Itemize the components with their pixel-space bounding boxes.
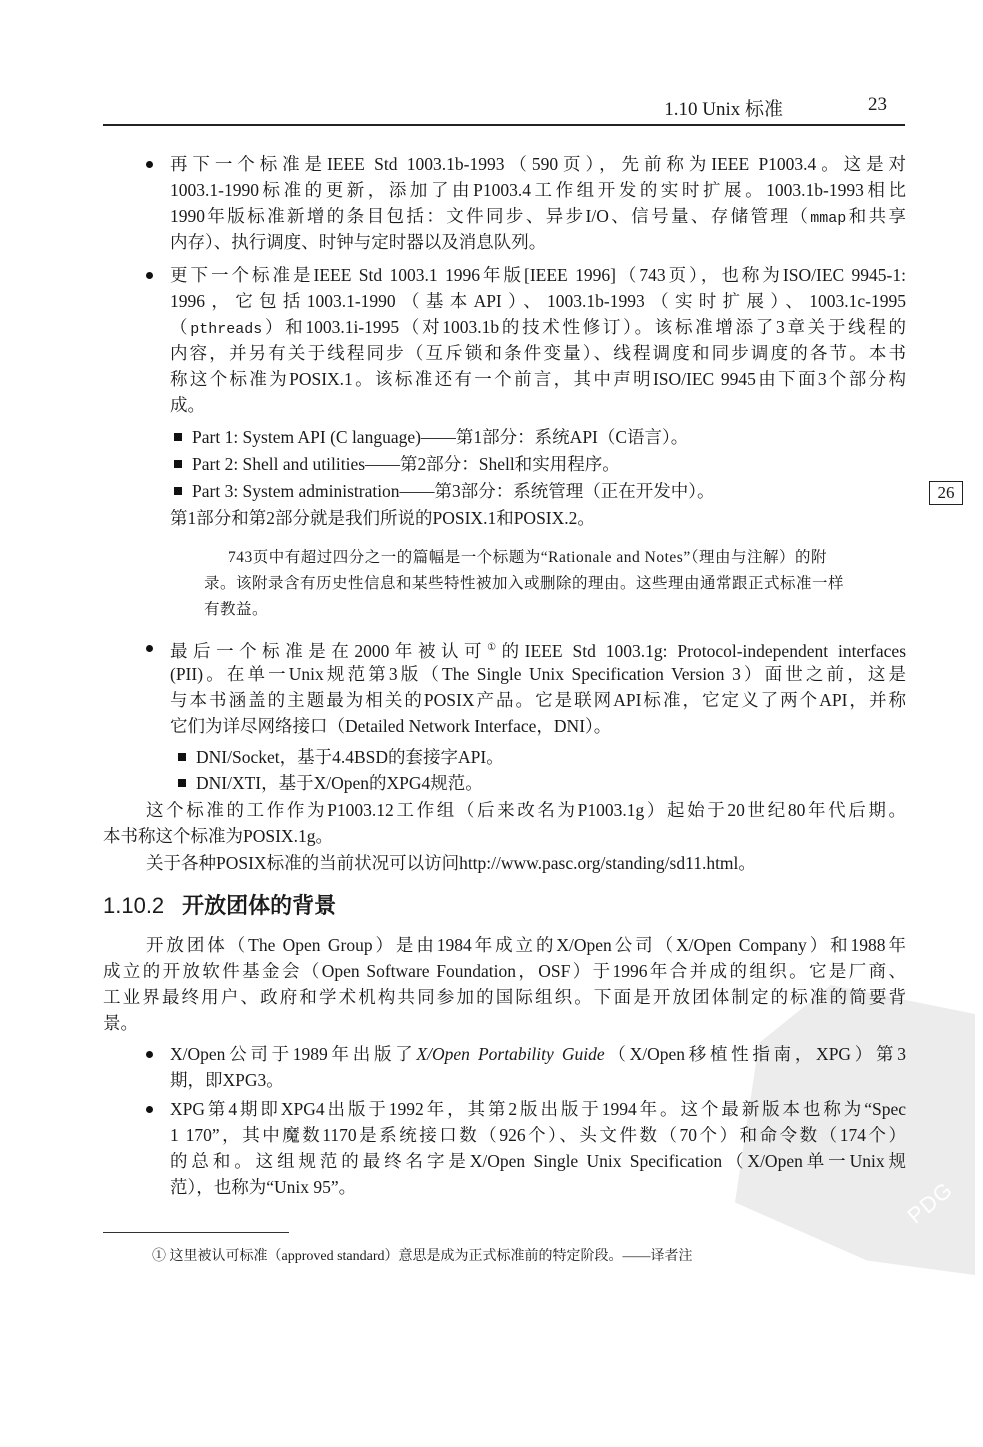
p1003-line-2: 本书称这个标准为POSIX.1g。 (103, 826, 333, 846)
section-para-line-1: 开放团体（The Open Group）是由1984年成立的X/Open公司（X/Open Company）和1988年 (146, 935, 906, 955)
section-para-line-4: 景。 (103, 1013, 138, 1033)
bullet-icon (146, 272, 153, 279)
bullet-3-line-3: 与本书涵盖的主题最为相关的POSIX产品。它是联网API标准，它定义了两个API，并称 (170, 690, 906, 710)
header-rule (103, 124, 905, 126)
footnote-ref[interactable]: ① (487, 642, 502, 653)
bullet-2-line-1: 更下一个标准是IEEE Std 1003.1 1996年版[IEEE 1996]（743页），也称为ISO/IEC 9945-1: (170, 265, 906, 285)
dni-xti-item: DNI/XTI，基于X/Open的XPG4规范。 (196, 773, 483, 793)
bullet-2-line-5: 称这个标准为POSIX.1。该标准还有一个前言，其中声明ISO/IEC 9945由下面3个部分构 (170, 369, 906, 389)
bullet-icon (146, 1106, 153, 1113)
square-bullet-icon (174, 460, 182, 468)
part-2-item: Part 2: Shell and utilities——第2部分：Shell和实用程序。 (192, 454, 620, 474)
xpg4-line-2: 1 170”，其中魔数1170是系统接口数（926个）、头文件数（70个）和命令数（174个） (170, 1125, 906, 1145)
bullet-1-line-1: 再下一个标准是IEEE Std 1003.1b-1993（590页），先前称为IEEE P1003.4。这是对 (170, 154, 906, 174)
note-line-1: 743页中有超过四分之一的篇幅是一个标题为“Rationale and Notes”（理由与注解）的附 (228, 549, 827, 566)
xpg-title: X/Open Portability Guide (416, 1044, 605, 1064)
running-header (103, 92, 903, 122)
section-para-line-3: 工业界最终用户、政府和学术机构共同参加的国际组织。下面是开放团体制定的标准的简要背 (103, 987, 906, 1007)
dni-socket-item: DNI/Socket，基于4.4BSD的套接字API。 (196, 747, 504, 767)
bullet-1-line-4: 内存）、执行调度、时钟与定时器以及消息队列。 (170, 232, 547, 252)
bullet-icon (146, 1051, 153, 1058)
note-line-2: 录。该附录含有历史性信息和某些特性被加入或删除的理由。这些理由通常跟正式标准一样 (204, 575, 845, 592)
bullet-3-line-1 (170, 636, 906, 663)
xpg3-post: （X/Open移植性指南，XPG）第3 (604, 1044, 906, 1064)
watermark-text: PDG (902, 1176, 958, 1229)
section-heading (103, 889, 336, 920)
bullet-2-line-2: 1996，它包括1003.1-1990（基本API）、1003.1b-1993（实时扩展）、1003.1c-1995 (170, 291, 906, 311)
parts-summary: 第1部分和第2部分就是我们所说的POSIX.1和POSIX.2。 (170, 508, 595, 528)
bullet-icon (146, 645, 153, 652)
p1003-line-1: 这个标准的工作作为P1003.12工作组（后来改名为P1003.1g）起始于20世纪80年代后期。 (146, 800, 906, 820)
xpg3-line-1 (170, 1042, 906, 1066)
note-line-3: 有教益。 (204, 601, 269, 618)
bullet-2-line-3: （pthreads）和1003.1i-1995（对1003.1b的技术性修订）。该标准增添了3章关于线程的 (170, 317, 906, 338)
xpg4-line-1: XPG第4期即XPG4出版于1992年，其第2版出版于1994年。这个最新版本也称为“Spec (170, 1099, 906, 1119)
bullet-3-line-1-pre: 最后一个标准是在2000年被认可 (170, 640, 488, 661)
section-para-line-2: 成立的开放软件基金会（Open Software Foundation，OSF）于1996年合并成的组织。它是厂商、 (103, 961, 906, 981)
xpg3-pre: X/Open公司于1989年出版了 (170, 1044, 417, 1064)
part-3-item: Part 3: System administration——第3部分：系统管理（正在开发中）。 (192, 481, 715, 501)
bullet-3-line-2: (PII)。在单一Unix规范第3版（The Single Unix Specification Version 3）面世之前，这是 (170, 664, 906, 684)
xpg4-line-3: 的总和。这组规范的最终名字是X/Open Single Unix Specification（X/Open单一Unix规 (170, 1151, 906, 1171)
bullet-3-line-1-post: 的IEEE Std 1003.1g: Protocol-independent interfaces (501, 640, 906, 661)
section-title: 开放团体的背景 (182, 893, 337, 918)
part-1-item: Part 1: System API (C language)——第1部分：系统API（C语言）。 (192, 427, 689, 447)
bullet-1-line-3: 1990年版标准新增的条目包括：文件同步、异步I/O、信号量、存储管理（mmap和共享 (170, 206, 907, 227)
square-bullet-icon (174, 433, 182, 441)
square-bullet-icon (178, 779, 186, 787)
bullet-3-line-4: 它们为详尽网络接口（Detailed Network Interface，DNI）。 (170, 716, 612, 736)
section-number: 1.10.2 (103, 893, 165, 918)
xpg3-line-2: 期，即XPG3。 (170, 1070, 284, 1090)
margin-page-ref: 26 (929, 481, 963, 505)
square-bullet-icon (178, 753, 186, 761)
footnote-rule (103, 1232, 289, 1233)
square-bullet-icon (174, 487, 182, 495)
xpg4-line-4: 范），也称为“Unix 95”。 (170, 1177, 357, 1197)
header-section-title: 1.10 Unix 标准 (664, 99, 783, 120)
bullet-2-line-6: 成。 (170, 395, 205, 415)
footnote-text: ① 这里被认可标准（approved standard）意思是成为正式标准前的特定阶段。——译者注 (152, 1249, 693, 1264)
header-page-number: 23 (868, 94, 887, 115)
bullet-2-line-4: 内容，并另有关于线程同步（互斥锁和条件变量）、线程调度和同步调度的各节。本书 (170, 343, 906, 363)
bullet-1-line-2: 1003.1-1990标准的更新，添加了由P1003.4工作组开发的实时扩展。1003.1b-1993相比 (170, 180, 906, 200)
pasc-url-paragraph[interactable]: 关于各种POSIX标准的当前状况可以访问http://www.pasc.org/standing/sd11.html。 (146, 853, 756, 873)
bullet-icon (146, 161, 153, 168)
